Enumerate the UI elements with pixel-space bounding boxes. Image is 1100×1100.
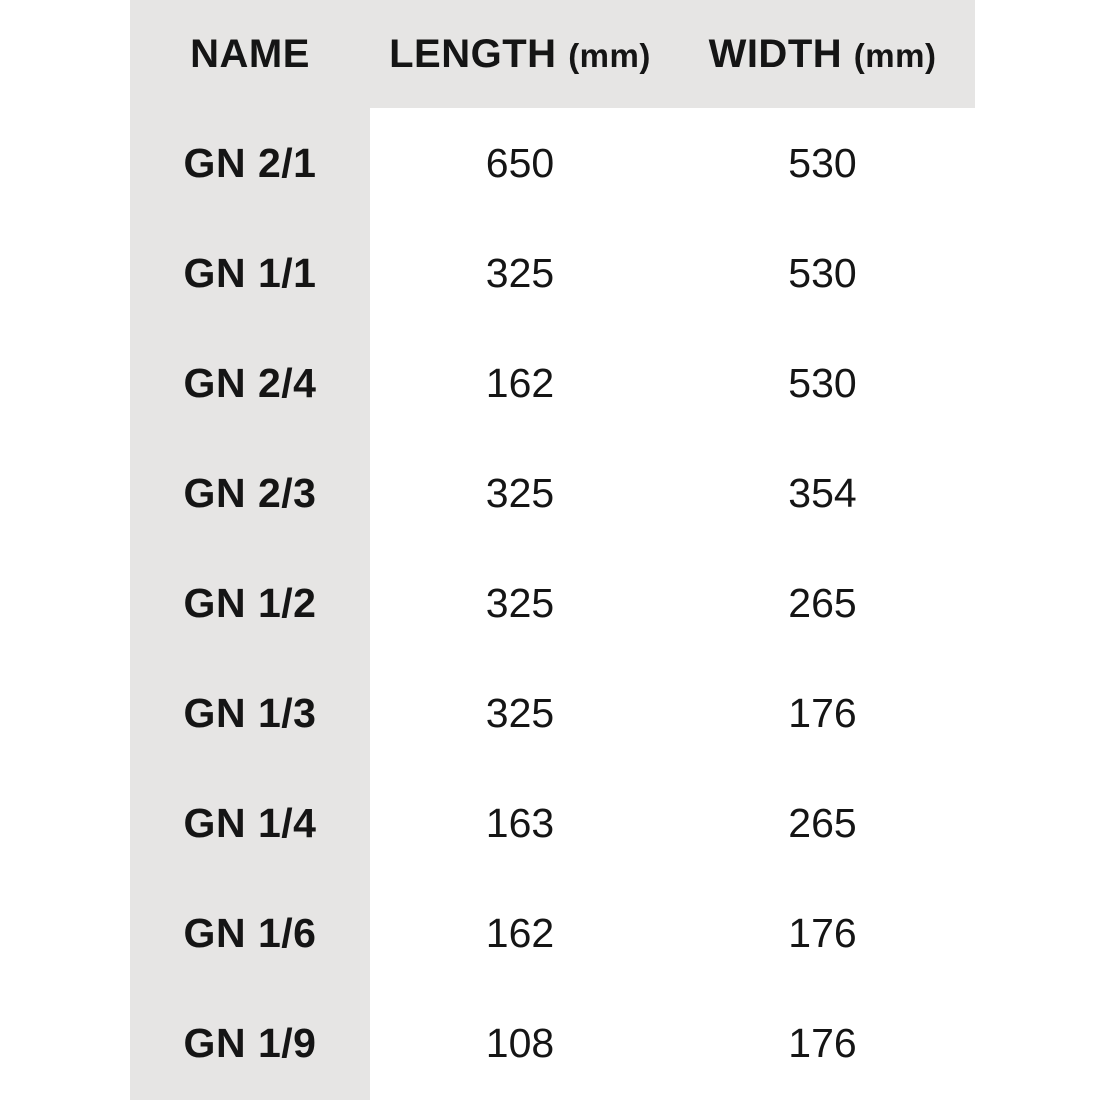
cell-width: 354 <box>788 469 857 516</box>
cell-width: 176 <box>788 1019 857 1066</box>
table-row <box>130 328 975 438</box>
cell-name: GN 1/3 <box>183 689 317 736</box>
cell-length: 325 <box>485 249 555 296</box>
table-row <box>130 988 975 1098</box>
table-body <box>130 108 975 1098</box>
cell-name: GN 2/1 <box>183 139 317 186</box>
cell-length: 163 <box>485 799 555 846</box>
cell-length: 162 <box>485 359 555 406</box>
gastronorm-dimensions-table <box>130 0 975 1098</box>
cell-length: 108 <box>485 1019 555 1066</box>
table-header-row <box>130 0 975 108</box>
cell-length: 162 <box>485 909 555 956</box>
table-row <box>130 658 975 768</box>
table-row <box>130 438 975 548</box>
table-row <box>130 218 975 328</box>
cell-name: GN 1/1 <box>183 249 317 296</box>
cell-width: 176 <box>788 909 857 956</box>
cell-length: 325 <box>485 469 555 516</box>
column-header-width <box>670 0 975 108</box>
cell-width: 530 <box>788 359 857 406</box>
column-header-width-label: WIDTH <box>708 31 843 76</box>
cell-width: 530 <box>788 249 857 296</box>
cell-width: 176 <box>788 689 857 736</box>
column-header-length-label: LENGTH <box>389 31 557 76</box>
cell-width: 265 <box>788 579 857 626</box>
column-header-length <box>370 0 670 108</box>
column-header-length-unit: (mm) <box>568 36 651 74</box>
cell-name: GN 1/9 <box>183 1019 317 1066</box>
table-row <box>130 878 975 988</box>
cell-width: 265 <box>788 799 857 846</box>
table-row <box>130 548 975 658</box>
column-header-name <box>130 0 370 108</box>
cell-name: GN 1/4 <box>183 799 317 846</box>
cell-name: GN 2/3 <box>183 469 317 516</box>
cell-width: 530 <box>788 139 857 186</box>
cell-length: 325 <box>485 579 555 626</box>
table-row <box>130 768 975 878</box>
table-header <box>130 0 975 108</box>
cell-name: GN 1/2 <box>183 579 317 626</box>
cell-length: 325 <box>485 689 555 736</box>
cell-name: GN 1/6 <box>183 909 317 956</box>
column-header-name-label: NAME <box>190 31 310 76</box>
cell-name: GN 2/4 <box>183 359 317 406</box>
column-header-width-unit: (mm) <box>853 36 937 74</box>
table-row <box>130 108 975 218</box>
cell-length: 650 <box>485 139 555 186</box>
